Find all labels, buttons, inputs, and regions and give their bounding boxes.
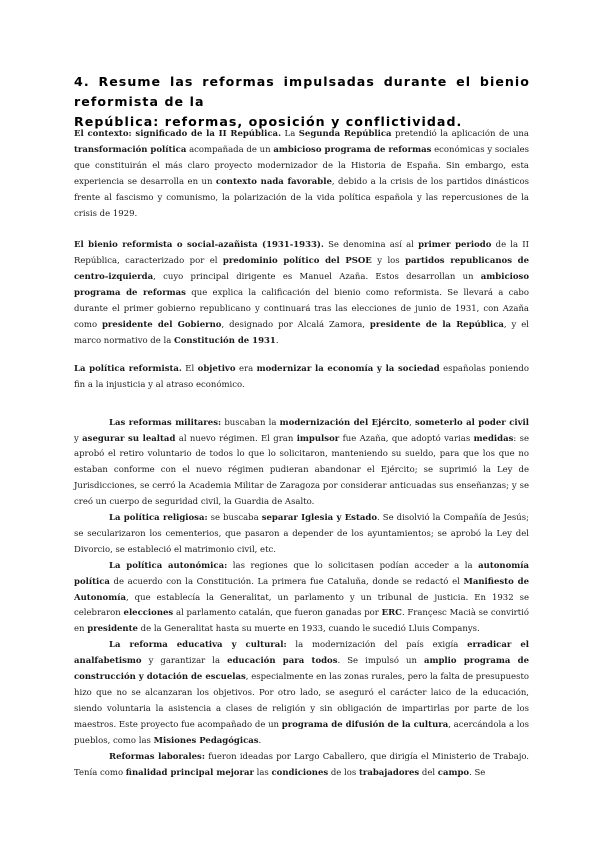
subsection-title-laborales: Reformas laborales: — [109, 751, 205, 762]
text-run: Se denomina así al — [323, 240, 419, 251]
text-run: acompañada de un — [186, 144, 274, 155]
text-run: buscaban la — [221, 417, 280, 428]
bold-term: finalidad principal mejorar — [125, 767, 254, 778]
text-run: y garantizar la — [141, 656, 228, 667]
bold-term: asegurar su lealtad — [82, 433, 176, 444]
subsection-title-autonomica: La política autonómica: — [109, 560, 228, 571]
bold-term: amplio programa de construcción y dotación de escuelas — [74, 656, 529, 683]
text-run: la modernización del país exigía — [286, 640, 468, 651]
paragraph-reformas-laborales — [74, 750, 529, 782]
text-run: fueron ideadas por Largo Caballero, que dirigía el Ministerio de Trabajo. Tenía como — [74, 751, 529, 778]
bold-term: trabajadores — [358, 767, 420, 778]
paragraph-contexto — [74, 127, 529, 222]
text-run: de acuerdo con la Constitución. La primera fue Cataluña, donde se redactó el — [109, 576, 464, 587]
paragraph-bienio — [74, 238, 529, 349]
paragraph-politica-religiosa — [74, 511, 529, 559]
text-run: , debido a la crisis de los partidos dinásticos frente al fascismo y comunismo, la polarización de la vida política española y las repercusiones de la crisis de 1929. — [74, 176, 529, 219]
text-run: , y el marco normativo de la — [74, 319, 530, 346]
text-run: . Se disolvió la Compañía de Jesús; se secularizaron los cementerios, que pasaron a depender de los ayuntamientos; se aprobó la Ley del Divorcio, se estableció el matrimonio civil, etc. — [74, 513, 529, 555]
bold-term: Misiones Pedagógicas — [153, 735, 259, 746]
bold-term: Manifiesto de Autonomía — [74, 576, 529, 603]
text-run: al parlamento catalán, que fueron ganadas por — [173, 608, 382, 619]
bold-term: separar Iglesia y Estado — [261, 513, 378, 524]
text-run: al nuevo régimen. El gran — [175, 433, 297, 444]
text-run: que explica la calificación del bienio como reformista. Se llevará a cabo durante el primer gobierno republicano y continuará tras las elecciones de junio de 1931, con Azaña como — [74, 288, 529, 330]
text-run: . Se — [469, 767, 486, 778]
bold-term: presidente de la República — [369, 319, 504, 330]
text-run: , designado por Alcalá Zamora, — [221, 319, 370, 330]
section-title-politica: La política reformista. — [74, 363, 182, 374]
text-run: , especialmente en las zonas rurales, pero la falta de presupuesto hizo que no se alcanzaran los objetivos. Por otro lado, se aseguró el carácter laico de la educación, siendo voluntaria la asistencia a clases de religión y sin obligación de impartirlas por parte de los maestros. Este proyecto fue acompañado de un — [74, 672, 529, 730]
paragraph-reformas-militares — [74, 416, 529, 511]
bold-term: campo — [437, 767, 470, 778]
bold-term: elecciones — [123, 608, 174, 619]
bold-term: impulsor — [296, 433, 340, 444]
bold-term: modernizar la economía y la sociedad — [256, 363, 440, 374]
bold-term: condiciones — [271, 767, 329, 778]
bold-term: presidente del Gobierno — [101, 319, 222, 330]
text-run: . Françesc Macià se convirtió en — [74, 608, 530, 635]
text-run: económicas y sociales que constituirán el más claro proyecto modernizador de la Historia de España. Sin embargo, esta experiencia se desarrolla en un — [74, 144, 530, 187]
bold-term: Segunda República — [298, 129, 392, 139]
bold-term: modernización del Ejército — [279, 417, 410, 428]
bold-term: ambicioso programa de reformas — [273, 144, 432, 155]
bold-term: contexto nada favorable — [215, 176, 332, 187]
heading-line-2: República: reformas, oposición y conflictividad. — [74, 114, 463, 129]
text-run: fue Azaña, que adoptó varias — [339, 433, 474, 444]
text-run: y — [74, 433, 83, 444]
text-run: era — [235, 363, 257, 374]
bold-term: autonomía política — [74, 560, 529, 587]
bold-term: partidos republicanos de centro-izquierda — [74, 256, 530, 283]
bold-term: educación para todos — [227, 656, 338, 667]
bold-term: transformación política — [74, 144, 187, 155]
text-run: . — [258, 735, 262, 746]
bold-term: Constitución de 1931 — [173, 335, 276, 346]
bold-term: predominio político del PSOE — [222, 256, 372, 267]
text-run: : se aprobó el retiro voluntario de todos lo que lo solicitaron, manteniendo su sueldo, para que los que no estaban conforme con el nuevo régimen pudieran abandonar el Ejército; se suprimió la Ley de Jurisdicciones, se cerró la Academia Militar de Zaragoza por considerar anticuadas sus enseñanzas; y se creó un cuerpo de seguridad civil, la Guardia de Asalto. — [74, 433, 529, 508]
text-run: La — [281, 129, 299, 139]
text-run: . — [275, 335, 279, 346]
bold-term: erradicar el analfabetismo — [74, 640, 529, 667]
text-run: y los — [371, 256, 406, 267]
text-run: del — [419, 767, 438, 778]
text-run: , acercándola a los pueblos, como las — [74, 719, 529, 746]
section-title-bienio: El bienio reformista o social-azañista (1931-1933). — [74, 240, 324, 251]
subsection-title-educativa: La reforma educativa y cultural: — [109, 640, 287, 651]
text-run: , — [409, 417, 416, 428]
text-run: de la II República, caracterizado por el — [74, 240, 529, 267]
subsection-title-militares: Las reformas militares: — [109, 417, 222, 428]
bold-term: primer periodo — [418, 240, 492, 251]
paragraph-reforma-educativa — [74, 638, 529, 749]
text-run: , cuyo principal dirigente es Manuel Azaña. Estos desarrollan un — [153, 272, 481, 283]
bold-term: presidente — [87, 624, 138, 635]
text-run: El — [181, 363, 198, 374]
text-run: . Se impulsó un — [337, 656, 424, 667]
bold-term: medidas — [473, 433, 514, 444]
text-run: las regiones que lo solicitasen podían acceder a la — [227, 560, 479, 571]
bold-term: programa de difusión de la cultura — [281, 719, 449, 730]
question-heading — [74, 72, 530, 132]
section-title-contexto: El contexto: significado de la II República. — [74, 129, 282, 139]
text-run: de la Generalitat hasta su muerte en 1933, cuando le sucedió Lluis Companys. — [137, 624, 480, 635]
bold-term: ERC — [381, 608, 402, 619]
subsection-title-religiosa: La política religiosa: — [109, 513, 208, 524]
text-run: de los — [328, 767, 359, 778]
paragraph-politica-reformista — [74, 362, 529, 394]
paragraph-politica-autonomica — [74, 559, 529, 639]
text-run: se buscaba — [207, 513, 262, 524]
bold-term: objetivo — [197, 363, 236, 374]
text-run: , que establecía la Generalitat, un parlamento y un tribunal de justicia. En 1932 se celebraron — [74, 592, 529, 619]
text-run: las — [253, 767, 272, 778]
text-run: pretendió la aplicación de una — [391, 129, 529, 139]
bold-term: someterlo al poder civil — [415, 417, 530, 428]
document-body — [74, 127, 529, 781]
bold-term: ambicioso programa de reformas — [74, 272, 529, 299]
text-run: españolas poniendo fin a la injusticia y al atraso económico. — [74, 363, 529, 390]
heading-line-1: 4. Resume las reformas impulsadas durante el bienio reformista de la — [74, 74, 530, 109]
